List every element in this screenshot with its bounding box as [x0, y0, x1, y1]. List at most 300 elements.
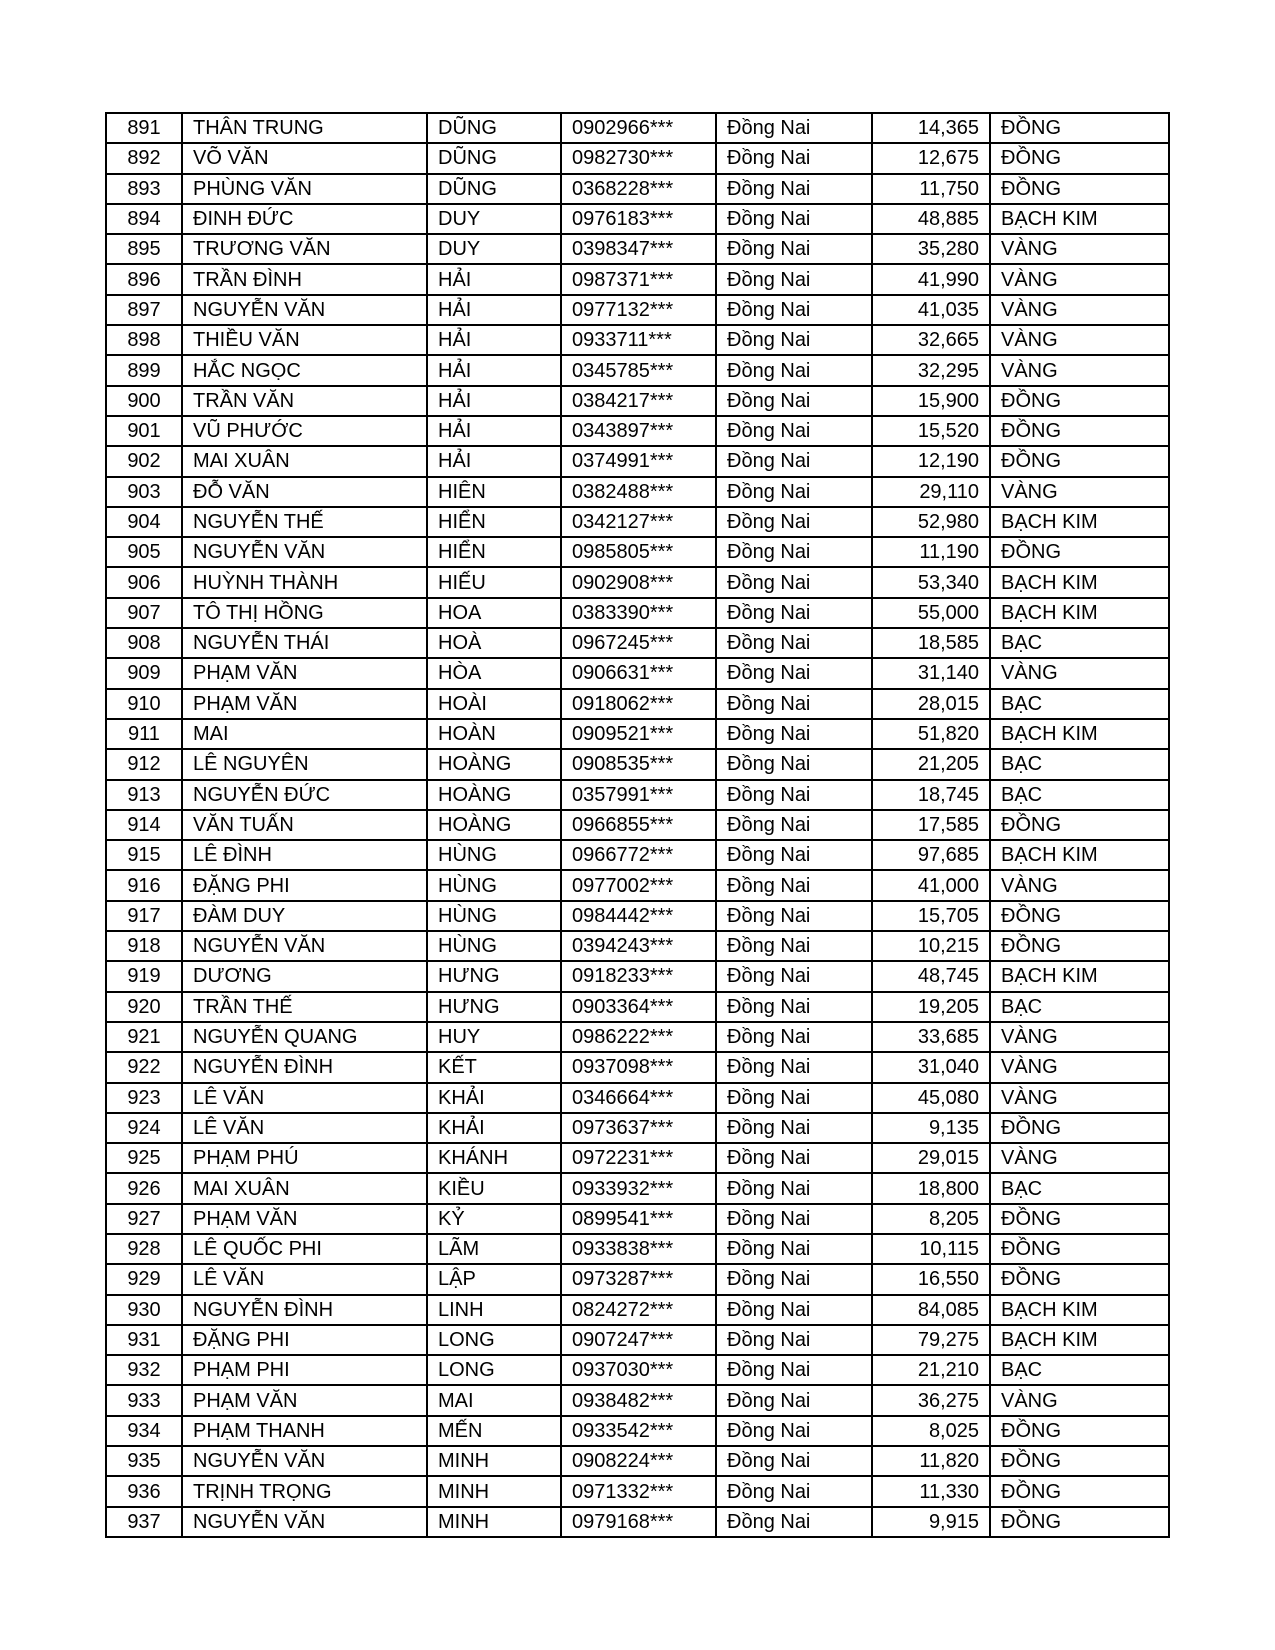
phone-cell: 0937030***	[561, 1355, 716, 1385]
table-row	[106, 1295, 1169, 1325]
table-row	[106, 931, 1169, 961]
given-name-cell: DŨNG	[427, 113, 561, 143]
phone-cell: 0966855***	[561, 810, 716, 840]
table-row	[106, 1385, 1169, 1415]
given-name-cell: LẬP	[427, 1264, 561, 1294]
table-row	[106, 477, 1169, 507]
tier-cell: BẠCH KIM	[990, 567, 1169, 597]
row-number-cell: 934	[106, 1416, 182, 1446]
phone-cell: 0907247***	[561, 1325, 716, 1355]
province-cell: Đồng Nai	[716, 386, 872, 416]
points-cell: 17,585	[872, 810, 990, 840]
table-row	[106, 1325, 1169, 1355]
given-name-cell: LINH	[427, 1295, 561, 1325]
points-cell: 84,085	[872, 1295, 990, 1325]
province-cell: Đồng Nai	[716, 992, 872, 1022]
tier-cell: ĐỒNG	[990, 1204, 1169, 1234]
points-cell: 16,550	[872, 1264, 990, 1294]
points-cell: 41,990	[872, 264, 990, 294]
row-number-cell: 912	[106, 749, 182, 779]
table-row	[106, 901, 1169, 931]
points-cell: 12,190	[872, 446, 990, 476]
province-cell: Đồng Nai	[716, 749, 872, 779]
province-cell: Đồng Nai	[716, 1204, 872, 1234]
family-name-cell: ĐÀM DUY	[182, 901, 427, 931]
province-cell: Đồng Nai	[716, 1416, 872, 1446]
row-number-cell: 921	[106, 1022, 182, 1052]
tier-cell: ĐỒNG	[990, 143, 1169, 173]
row-number-cell: 918	[106, 931, 182, 961]
table-row	[106, 840, 1169, 870]
tier-cell: BẠCH KIM	[990, 598, 1169, 628]
family-name-cell: TRỊNH TRỌNG	[182, 1476, 427, 1506]
phone-cell: 0933838***	[561, 1234, 716, 1264]
row-number-cell: 937	[106, 1507, 182, 1537]
row-number-cell: 894	[106, 204, 182, 234]
phone-cell: 0374991***	[561, 446, 716, 476]
row-number-cell: 933	[106, 1385, 182, 1415]
given-name-cell: MINH	[427, 1507, 561, 1537]
points-cell: 21,210	[872, 1355, 990, 1385]
given-name-cell: KỶ	[427, 1204, 561, 1234]
family-name-cell: MAI XUÂN	[182, 446, 427, 476]
points-cell: 11,330	[872, 1476, 990, 1506]
given-name-cell: HOÀNG	[427, 810, 561, 840]
table-row	[106, 1143, 1169, 1173]
points-cell: 51,820	[872, 719, 990, 749]
tier-cell: BẠCH KIM	[990, 507, 1169, 537]
tier-cell: ĐỒNG	[990, 1234, 1169, 1264]
phone-cell: 0382488***	[561, 477, 716, 507]
points-cell: 33,685	[872, 1022, 990, 1052]
points-cell: 18,745	[872, 780, 990, 810]
phone-cell: 0967245***	[561, 628, 716, 658]
family-name-cell: DƯƠNG	[182, 961, 427, 991]
family-name-cell: NGUYỄN VĂN	[182, 295, 427, 325]
given-name-cell: HOÀNG	[427, 780, 561, 810]
family-name-cell: PHẠM VĂN	[182, 689, 427, 719]
province-cell: Đồng Nai	[716, 325, 872, 355]
table-row	[106, 537, 1169, 567]
province-cell: Đồng Nai	[716, 1355, 872, 1385]
tier-cell: BẠC	[990, 689, 1169, 719]
table-row	[106, 507, 1169, 537]
phone-cell: 0357991***	[561, 780, 716, 810]
points-cell: 53,340	[872, 567, 990, 597]
points-cell: 18,585	[872, 628, 990, 658]
points-cell: 18,800	[872, 1173, 990, 1203]
phone-cell: 0384217***	[561, 386, 716, 416]
table-row	[106, 234, 1169, 264]
points-cell: 32,295	[872, 355, 990, 385]
phone-cell: 0342127***	[561, 507, 716, 537]
given-name-cell: HUY	[427, 1022, 561, 1052]
province-cell: Đồng Nai	[716, 446, 872, 476]
points-cell: 8,205	[872, 1204, 990, 1234]
points-cell: 19,205	[872, 992, 990, 1022]
phone-cell: 0398347***	[561, 234, 716, 264]
row-number-cell: 901	[106, 416, 182, 446]
given-name-cell: HÙNG	[427, 931, 561, 961]
family-name-cell: ĐINH ĐỨC	[182, 204, 427, 234]
province-cell: Đồng Nai	[716, 477, 872, 507]
table-row	[106, 1234, 1169, 1264]
province-cell: Đồng Nai	[716, 1325, 872, 1355]
tier-cell: BẠC	[990, 780, 1169, 810]
table-row	[106, 992, 1169, 1022]
family-name-cell: ĐỖ VĂN	[182, 477, 427, 507]
given-name-cell: LÃM	[427, 1234, 561, 1264]
given-name-cell: HIÊN	[427, 477, 561, 507]
tier-cell: ĐỒNG	[990, 1264, 1169, 1294]
table-row	[106, 416, 1169, 446]
phone-cell: 0824272***	[561, 1295, 716, 1325]
province-cell: Đồng Nai	[716, 1446, 872, 1476]
table-row	[106, 1022, 1169, 1052]
family-name-cell: LÊ ĐÌNH	[182, 840, 427, 870]
row-number-cell: 917	[106, 901, 182, 931]
province-cell: Đồng Nai	[716, 355, 872, 385]
table-row	[106, 810, 1169, 840]
phone-cell: 0933932***	[561, 1173, 716, 1203]
family-name-cell: PHẠM THANH	[182, 1416, 427, 1446]
table-row	[106, 870, 1169, 900]
tier-cell: BẠC	[990, 628, 1169, 658]
row-number-cell: 910	[106, 689, 182, 719]
tier-cell: ĐỒNG	[990, 446, 1169, 476]
given-name-cell: HIỂN	[427, 507, 561, 537]
table-row	[106, 1507, 1169, 1537]
family-name-cell: MAI	[182, 719, 427, 749]
province-cell: Đồng Nai	[716, 961, 872, 991]
points-cell: 15,705	[872, 901, 990, 931]
points-cell: 15,900	[872, 386, 990, 416]
given-name-cell: DUY	[427, 234, 561, 264]
given-name-cell: HIỂN	[427, 537, 561, 567]
tier-cell: ĐỒNG	[990, 1446, 1169, 1476]
given-name-cell: DŨNG	[427, 174, 561, 204]
points-cell: 11,190	[872, 537, 990, 567]
family-name-cell: TRẦN THẾ	[182, 992, 427, 1022]
tier-cell: ĐỒNG	[990, 174, 1169, 204]
phone-cell: 0908224***	[561, 1446, 716, 1476]
province-cell: Đồng Nai	[716, 204, 872, 234]
points-cell: 55,000	[872, 598, 990, 628]
family-name-cell: TRƯƠNG VĂN	[182, 234, 427, 264]
row-number-cell: 909	[106, 658, 182, 688]
row-number-cell: 893	[106, 174, 182, 204]
table-row	[106, 749, 1169, 779]
phone-cell: 0972231***	[561, 1143, 716, 1173]
given-name-cell: KHÁNH	[427, 1143, 561, 1173]
points-cell: 14,365	[872, 113, 990, 143]
tier-cell: ĐỒNG	[990, 416, 1169, 446]
points-cell: 28,015	[872, 689, 990, 719]
phone-cell: 0394243***	[561, 931, 716, 961]
phone-cell: 0918062***	[561, 689, 716, 719]
points-cell: 29,015	[872, 1143, 990, 1173]
tier-cell: BẠC	[990, 749, 1169, 779]
points-cell: 36,275	[872, 1385, 990, 1415]
given-name-cell: HÙNG	[427, 901, 561, 931]
table-row	[106, 598, 1169, 628]
family-name-cell: NGUYỄN VĂN	[182, 1446, 427, 1476]
family-name-cell: NGUYỄN VĂN	[182, 931, 427, 961]
family-name-cell: HUỲNH THÀNH	[182, 567, 427, 597]
table-row	[106, 628, 1169, 658]
family-name-cell: PHẠM VĂN	[182, 658, 427, 688]
phone-cell: 0343897***	[561, 416, 716, 446]
phone-cell: 0984442***	[561, 901, 716, 931]
family-name-cell: THÂN TRUNG	[182, 113, 427, 143]
table-row	[106, 1416, 1169, 1446]
family-name-cell: LÊ VĂN	[182, 1083, 427, 1113]
points-cell: 52,980	[872, 507, 990, 537]
phone-cell: 0908535***	[561, 749, 716, 779]
points-cell: 11,820	[872, 1446, 990, 1476]
family-name-cell: TÔ THỊ HỒNG	[182, 598, 427, 628]
table-row	[106, 1052, 1169, 1082]
family-name-cell: HẮC NGỌC	[182, 355, 427, 385]
phone-cell: 0977002***	[561, 870, 716, 900]
row-number-cell: 913	[106, 780, 182, 810]
phone-cell: 0973637***	[561, 1113, 716, 1143]
row-number-cell: 904	[106, 507, 182, 537]
table-row	[106, 325, 1169, 355]
row-number-cell: 930	[106, 1295, 182, 1325]
points-cell: 35,280	[872, 234, 990, 264]
table-row	[106, 174, 1169, 204]
phone-cell: 0979168***	[561, 1507, 716, 1537]
province-cell: Đồng Nai	[716, 174, 872, 204]
points-cell: 41,000	[872, 870, 990, 900]
province-cell: Đồng Nai	[716, 1052, 872, 1082]
tier-cell: VÀNG	[990, 295, 1169, 325]
given-name-cell: HÙNG	[427, 870, 561, 900]
family-name-cell: PHẠM PHI	[182, 1355, 427, 1385]
customer-ranking-table	[105, 112, 1170, 1538]
row-number-cell: 932	[106, 1355, 182, 1385]
tier-cell: VÀNG	[990, 234, 1169, 264]
phone-cell: 0345785***	[561, 355, 716, 385]
phone-cell: 0346664***	[561, 1083, 716, 1113]
row-number-cell: 922	[106, 1052, 182, 1082]
tier-cell: VÀNG	[990, 658, 1169, 688]
phone-cell: 0976183***	[561, 204, 716, 234]
table-row	[106, 386, 1169, 416]
province-cell: Đồng Nai	[716, 1143, 872, 1173]
points-cell: 41,035	[872, 295, 990, 325]
points-cell: 21,205	[872, 749, 990, 779]
table-row	[106, 204, 1169, 234]
family-name-cell: NGUYỄN THẾ	[182, 507, 427, 537]
tier-cell: VÀNG	[990, 1052, 1169, 1082]
row-number-cell: 898	[106, 325, 182, 355]
tier-cell: ĐỒNG	[990, 901, 1169, 931]
phone-cell: 0383390***	[561, 598, 716, 628]
table-row	[106, 264, 1169, 294]
tier-cell: VÀNG	[990, 325, 1169, 355]
given-name-cell: KẾT	[427, 1052, 561, 1082]
family-name-cell: LÊ VĂN	[182, 1264, 427, 1294]
points-cell: 48,745	[872, 961, 990, 991]
province-cell: Đồng Nai	[716, 1385, 872, 1415]
row-number-cell: 936	[106, 1476, 182, 1506]
province-cell: Đồng Nai	[716, 810, 872, 840]
given-name-cell: DUY	[427, 204, 561, 234]
points-cell: 29,110	[872, 477, 990, 507]
tier-cell: ĐỒNG	[990, 537, 1169, 567]
province-cell: Đồng Nai	[716, 1173, 872, 1203]
points-cell: 79,275	[872, 1325, 990, 1355]
given-name-cell: DŨNG	[427, 143, 561, 173]
family-name-cell: NGUYỄN VĂN	[182, 1507, 427, 1537]
tier-cell: ĐỒNG	[990, 386, 1169, 416]
table-row	[106, 658, 1169, 688]
table-row	[106, 143, 1169, 173]
province-cell: Đồng Nai	[716, 113, 872, 143]
table-row	[106, 1113, 1169, 1143]
province-cell: Đồng Nai	[716, 901, 872, 931]
given-name-cell: KIỀU	[427, 1173, 561, 1203]
given-name-cell: HÙNG	[427, 840, 561, 870]
row-number-cell: 925	[106, 1143, 182, 1173]
given-name-cell: MINH	[427, 1476, 561, 1506]
family-name-cell: ĐẶNG PHI	[182, 870, 427, 900]
tier-cell: BẠCH KIM	[990, 204, 1169, 234]
table-row	[106, 719, 1169, 749]
row-number-cell: 896	[106, 264, 182, 294]
family-name-cell: PHẠM VĂN	[182, 1204, 427, 1234]
tier-cell: ĐỒNG	[990, 810, 1169, 840]
table-row	[106, 295, 1169, 325]
family-name-cell: NGUYỄN ĐÌNH	[182, 1052, 427, 1082]
phone-cell: 0902908***	[561, 567, 716, 597]
table-row	[106, 961, 1169, 991]
phone-cell: 0933542***	[561, 1416, 716, 1446]
family-name-cell: VŨ PHƯỚC	[182, 416, 427, 446]
tier-cell: BẠC	[990, 1173, 1169, 1203]
points-cell: 9,915	[872, 1507, 990, 1537]
points-cell: 8,025	[872, 1416, 990, 1446]
province-cell: Đồng Nai	[716, 567, 872, 597]
province-cell: Đồng Nai	[716, 719, 872, 749]
row-number-cell: 907	[106, 598, 182, 628]
row-number-cell: 923	[106, 1083, 182, 1113]
given-name-cell: HOÀ	[427, 628, 561, 658]
family-name-cell: NGUYỄN QUANG	[182, 1022, 427, 1052]
tier-cell: ĐỒNG	[990, 113, 1169, 143]
family-name-cell: LÊ QUỐC PHI	[182, 1234, 427, 1264]
province-cell: Đồng Nai	[716, 1476, 872, 1506]
province-cell: Đồng Nai	[716, 234, 872, 264]
phone-cell: 0368228***	[561, 174, 716, 204]
row-number-cell: 914	[106, 810, 182, 840]
tier-cell: ĐỒNG	[990, 1113, 1169, 1143]
table-row	[106, 113, 1169, 143]
family-name-cell: VĂN TUẤN	[182, 810, 427, 840]
tier-cell: VÀNG	[990, 870, 1169, 900]
province-cell: Đồng Nai	[716, 658, 872, 688]
table-row	[106, 1476, 1169, 1506]
given-name-cell: HẢI	[427, 416, 561, 446]
tier-cell: ĐỒNG	[990, 931, 1169, 961]
table-row	[106, 1083, 1169, 1113]
table-row	[106, 567, 1169, 597]
family-name-cell: NGUYỄN VĂN	[182, 537, 427, 567]
given-name-cell: MẾN	[427, 1416, 561, 1446]
given-name-cell: HẢI	[427, 264, 561, 294]
given-name-cell: KHẢI	[427, 1113, 561, 1143]
tier-cell: VÀNG	[990, 1083, 1169, 1113]
points-cell: 10,115	[872, 1234, 990, 1264]
phone-cell: 0987371***	[561, 264, 716, 294]
row-number-cell: 924	[106, 1113, 182, 1143]
family-name-cell: VÕ VĂN	[182, 143, 427, 173]
points-cell: 10,215	[872, 931, 990, 961]
province-cell: Đồng Nai	[716, 1113, 872, 1143]
table-row	[106, 1204, 1169, 1234]
phone-cell: 0918233***	[561, 961, 716, 991]
given-name-cell: HIẾU	[427, 567, 561, 597]
province-cell: Đồng Nai	[716, 1234, 872, 1264]
points-cell: 97,685	[872, 840, 990, 870]
table-row	[106, 1173, 1169, 1203]
phone-cell: 0909521***	[561, 719, 716, 749]
province-cell: Đồng Nai	[716, 840, 872, 870]
row-number-cell: 897	[106, 295, 182, 325]
tier-cell: BẠCH KIM	[990, 1325, 1169, 1355]
province-cell: Đồng Nai	[716, 537, 872, 567]
points-cell: 12,675	[872, 143, 990, 173]
row-number-cell: 892	[106, 143, 182, 173]
family-name-cell: TRẦN ĐÌNH	[182, 264, 427, 294]
tier-cell: BẠCH KIM	[990, 1295, 1169, 1325]
province-cell: Đồng Nai	[716, 1295, 872, 1325]
row-number-cell: 929	[106, 1264, 182, 1294]
row-number-cell: 891	[106, 113, 182, 143]
row-number-cell: 906	[106, 567, 182, 597]
province-cell: Đồng Nai	[716, 1264, 872, 1294]
tier-cell: BẠC	[990, 992, 1169, 1022]
tier-cell: BẠCH KIM	[990, 961, 1169, 991]
phone-cell: 0938482***	[561, 1385, 716, 1415]
given-name-cell: HẢI	[427, 295, 561, 325]
table-row	[106, 355, 1169, 385]
given-name-cell: HOÀI	[427, 689, 561, 719]
row-number-cell: 903	[106, 477, 182, 507]
phone-cell: 0906631***	[561, 658, 716, 688]
tier-cell: VÀNG	[990, 1385, 1169, 1415]
points-cell: 15,520	[872, 416, 990, 446]
family-name-cell: NGUYỄN ĐÌNH	[182, 1295, 427, 1325]
table-row	[106, 446, 1169, 476]
phone-cell: 0977132***	[561, 295, 716, 325]
given-name-cell: HẢI	[427, 325, 561, 355]
tier-cell: VÀNG	[990, 1022, 1169, 1052]
phone-cell: 0973287***	[561, 1264, 716, 1294]
province-cell: Đồng Nai	[716, 870, 872, 900]
phone-cell: 0966772***	[561, 840, 716, 870]
family-name-cell: LÊ VĂN	[182, 1113, 427, 1143]
row-number-cell: 895	[106, 234, 182, 264]
points-cell: 31,140	[872, 658, 990, 688]
family-name-cell: NGUYỄN THÁI	[182, 628, 427, 658]
phone-cell: 0982730***	[561, 143, 716, 173]
given-name-cell: HÒA	[427, 658, 561, 688]
given-name-cell: LONG	[427, 1355, 561, 1385]
family-name-cell: TRẦN VĂN	[182, 386, 427, 416]
